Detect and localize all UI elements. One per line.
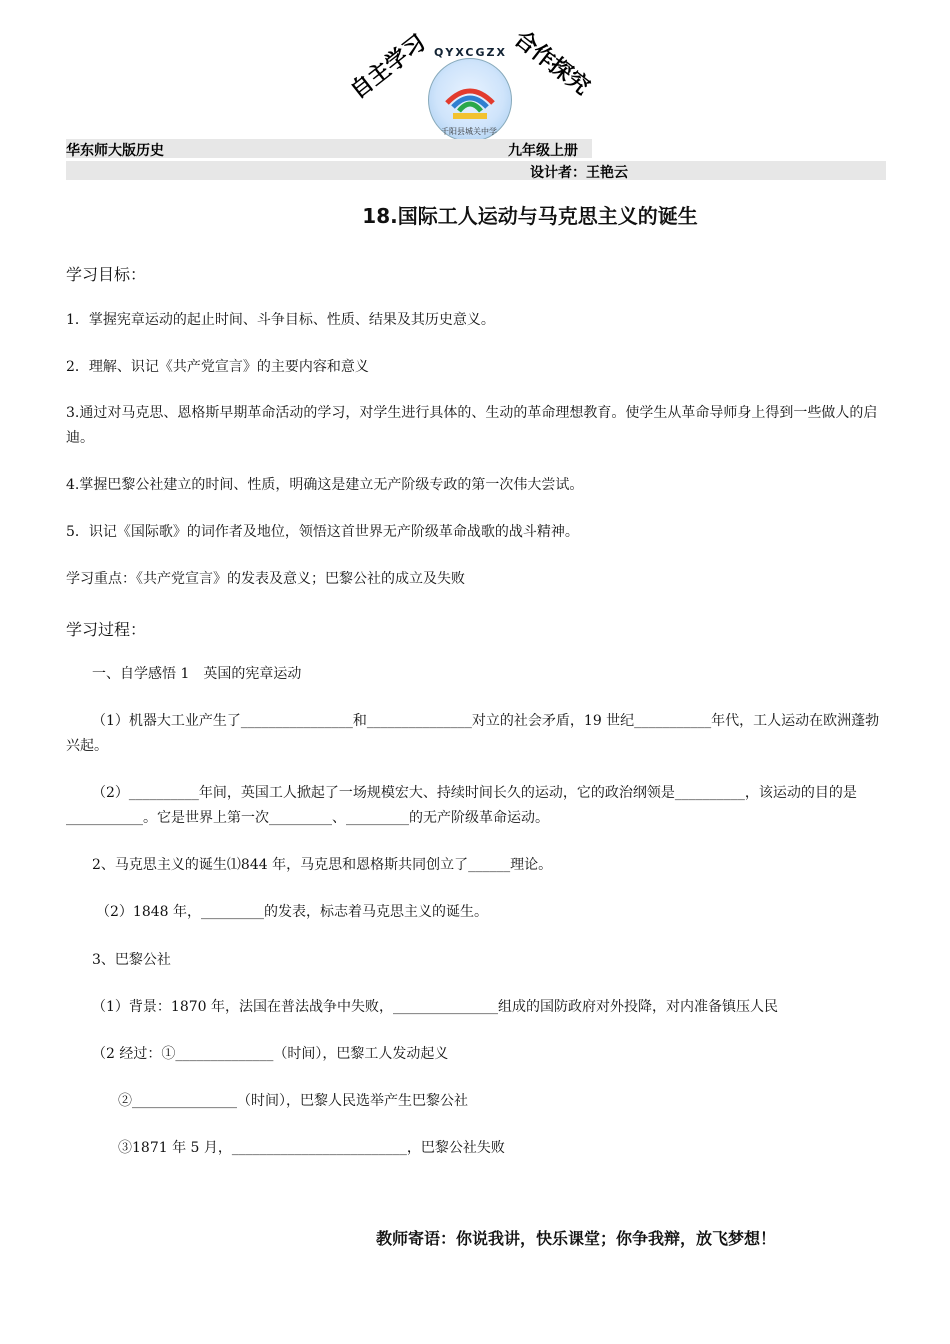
- publisher-label: 华东师大版历史: [66, 143, 164, 159]
- logo-code: QYXCGZX: [434, 46, 507, 59]
- header-band-bottom: [66, 161, 886, 180]
- designer-label: 设计者：王艳云: [530, 165, 628, 181]
- section3-title: 3、巴黎公社: [92, 952, 171, 968]
- objective-item-5: 5．识记《国际歌》的词作者及地位，领悟这首世界无产阶级革命战歌的战斗精神。: [66, 524, 579, 540]
- grade-label: 九年级上册: [508, 143, 578, 159]
- objective-item-2: 2．理解、识记《共产党宣言》的主要内容和意义: [66, 359, 369, 375]
- section2-question2: （2）1848 年，_________的发表，标志着马克思主义的诞生。: [96, 904, 488, 920]
- logo-left-slogan: 自主学习: [345, 30, 431, 105]
- objectives-heading: 学习目标：: [66, 265, 147, 284]
- section1-title: 一、自学感悟 1 英国的宪章运动: [92, 666, 302, 682]
- section3-background: （1）背景：1870 年，法国在普法战争中失败，_______________组成的国防政府对外投降，对内准备镇压人民: [92, 999, 778, 1015]
- objective-item-4: 4.掌握巴黎公社建立的时间、性质，明确这是建立无产阶级专政的第一次伟大尝试。: [66, 477, 584, 493]
- school-logo: [345, 26, 595, 150]
- logo-school-name: 千阳县城关中学: [441, 127, 497, 136]
- objective-item-3: 3.通过对马克思、恩格斯早期革命活动的学习，对学生进行具体的、生动的革命理想教育。使学生从革命导师身上得到一些做人的启迪。: [66, 405, 878, 446]
- teacher-motto: 教师寄语：你说我讲，快乐课堂；你争我辩，放飞梦想！: [376, 1229, 777, 1248]
- section1-question1: （1）机器大工业产生了________________和_______________对立的社会矛盾，19 世纪___________年代，工人运动在欧洲蓬勃兴起。: [66, 713, 880, 754]
- process-heading: 学习过程：: [66, 620, 147, 639]
- key-points: 学习重点：《共产党宣言》的发表及意义；巴黎公社的成立及失败: [66, 571, 465, 587]
- objective-item-1: 1．掌握宪章运动的起止时间、斗争目标、性质、结果及其历史意义。: [66, 312, 495, 328]
- section3-process-3: ③1871 年 5 月，_________________________，巴黎公社失败: [118, 1140, 505, 1156]
- section3-process-2: ②_______________（时间），巴黎人民选举产生巴黎公社: [118, 1093, 468, 1109]
- lesson-title: 18.国际工人运动与马克思主义的诞生: [362, 204, 698, 228]
- logo-right-slogan: 合作探究: [509, 26, 595, 101]
- section2-title: 2、马克思主义的诞生⑴844 年，马克思和恩格斯共同创立了______理论。: [92, 857, 553, 873]
- section1-question2: （2）__________年间，英国工人掀起了一场规模宏大、持续时间长久的运动，它的政治纲领是__________，该运动的目的是___________。它是世界上第一次_________、_________的无产阶级革命运动。: [66, 785, 857, 826]
- section3-process-1: （2 经过：①______________（时间），巴黎工人发动起义: [92, 1046, 449, 1062]
